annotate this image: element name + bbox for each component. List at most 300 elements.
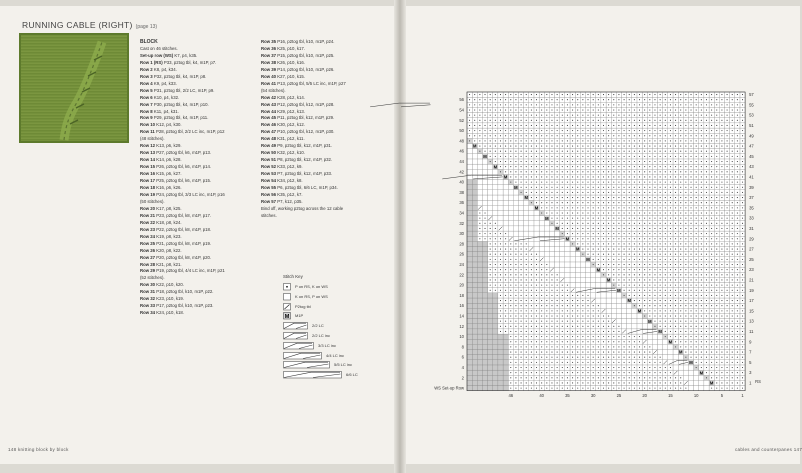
chart-purl-dot — [593, 305, 594, 306]
chart-purl-dot — [557, 223, 558, 224]
chart-purl-dot — [582, 243, 583, 244]
chart-purl-dot — [629, 372, 630, 373]
chart-purl-dot — [608, 212, 609, 213]
chart-cell — [503, 200, 508, 205]
chart-cell — [513, 210, 518, 215]
chart-cell — [549, 241, 554, 246]
chart-purl-dot — [572, 218, 573, 219]
chart-purl-dot — [624, 357, 625, 358]
chart-purl-dot — [624, 377, 625, 378]
chart-purl-dot — [644, 352, 645, 353]
stitch-key-item — [283, 352, 383, 362]
chart-purl-dot — [711, 187, 712, 188]
chart-m1p-mark: M — [514, 184, 518, 190]
chart-purl-dot — [536, 187, 537, 188]
chart-purl-dot — [546, 166, 547, 167]
chart-purl-dot — [582, 197, 583, 198]
chart-purl-dot — [587, 326, 588, 327]
chart-m1p-mark: M — [524, 195, 528, 201]
chart-purl-dot — [613, 182, 614, 183]
row-label: Row 37 — [261, 52, 277, 58]
chart-purl-dot — [634, 290, 635, 291]
chart-purl-dot — [500, 305, 501, 306]
chart-purl-dot — [618, 182, 619, 183]
chart-cell — [493, 169, 498, 174]
chart-cell — [482, 247, 487, 252]
chart-purl-dot — [706, 336, 707, 337]
chart-cell — [467, 329, 472, 334]
chart-purl-dot — [618, 223, 619, 224]
chart-purl-dot — [603, 331, 604, 332]
chart-purl-dot — [665, 233, 666, 234]
chart-cell — [652, 334, 657, 339]
row-instruction: K32, p12, k10. — [276, 150, 305, 156]
chart-purl-dot — [577, 187, 578, 188]
pattern-line — [261, 143, 389, 150]
chart-purl-dot — [660, 218, 661, 219]
chart-purl-dot — [603, 269, 604, 270]
pattern-line — [261, 136, 389, 143]
chart-cell — [699, 386, 704, 391]
chart-purl-dot — [680, 346, 681, 347]
chart-cell — [498, 355, 503, 360]
chart-cell — [467, 252, 472, 257]
chart-purl-dot — [654, 259, 655, 260]
chart-purl-dot — [680, 151, 681, 152]
chart-cell — [503, 380, 508, 385]
chart-purl-dot — [618, 346, 619, 347]
chart-purl-dot — [680, 279, 681, 280]
chart-purl-dot — [675, 305, 676, 306]
chart-purl-dot — [696, 176, 697, 177]
row-label: Row 23 — [140, 226, 156, 232]
chart-purl-dot — [608, 321, 609, 322]
chart-purl-dot — [613, 140, 614, 141]
chart-purl-dot — [624, 341, 625, 342]
chart-purl-dot — [572, 187, 573, 188]
chart-cell — [508, 221, 513, 226]
chart-purl-dot — [531, 182, 532, 183]
chart-cell — [632, 313, 637, 318]
chart-purl-dot — [500, 243, 501, 244]
chart-purl-dot — [551, 197, 552, 198]
chart-cell — [503, 355, 508, 360]
chart-purl-dot — [562, 140, 563, 141]
chart-purl-dot — [577, 140, 578, 141]
chart-purl-dot — [701, 223, 702, 224]
row-instruction: P25, p2tog tbl, k6, m1P, p15. — [155, 178, 212, 184]
chart-purl-dot — [721, 295, 722, 296]
chart-purl-dot — [624, 279, 625, 280]
chart-purl-dot — [510, 254, 511, 255]
chart-purl-dot — [613, 341, 614, 342]
chart-purl-dot — [670, 243, 671, 244]
pattern-line — [261, 102, 389, 109]
chart-purl-dot — [521, 341, 522, 342]
chart-purl-dot — [665, 310, 666, 311]
chart-purl-dot — [742, 197, 743, 198]
chart-purl-dot — [680, 243, 681, 244]
chart-purl-dot — [521, 151, 522, 152]
chart-purl-dot — [670, 377, 671, 378]
chart-purl-dot — [567, 146, 568, 147]
chart-purl-dot — [593, 346, 594, 347]
row-label: Row 56 — [261, 191, 277, 197]
chart-purl-dot — [613, 357, 614, 358]
chart-cell — [503, 195, 508, 200]
chart-purl-dot — [551, 388, 552, 389]
row-instruction: P26, p2tog tbl, k6, m1P, p14. — [155, 164, 212, 170]
chart-purl-dot — [546, 377, 547, 378]
chart-purl-dot — [696, 295, 697, 296]
chart-cell — [477, 283, 482, 288]
chart-purl-dot — [721, 176, 722, 177]
chart-purl-dot — [526, 341, 527, 342]
chart-purl-dot — [685, 249, 686, 250]
row-instruction: K22, p10, k20. — [155, 282, 184, 288]
chart-purl-dot — [696, 187, 697, 188]
chart-cell — [570, 283, 575, 288]
chart-purl-dot — [721, 346, 722, 347]
chart-purl-dot — [711, 300, 712, 301]
chart-purl-dot — [721, 140, 722, 141]
chart-purl-dot — [557, 377, 558, 378]
chart-purl-dot — [618, 156, 619, 157]
chart-cell — [488, 380, 493, 385]
chart-purl-dot — [536, 326, 537, 327]
chart-cell — [482, 386, 487, 391]
chart-purl-dot — [624, 367, 625, 368]
chart-purl-dot — [598, 331, 599, 332]
chart-purl-dot — [665, 146, 666, 147]
chart-purl-dot — [634, 182, 635, 183]
chart-cell — [472, 375, 477, 380]
chart-purl-dot — [505, 243, 506, 244]
chart-purl-dot — [551, 156, 552, 157]
chart-purl-dot — [593, 367, 594, 368]
chart-purl-dot — [660, 377, 661, 378]
chart-purl-dot — [675, 212, 676, 213]
chart-purl-dot — [536, 331, 537, 332]
chart-cell — [694, 380, 699, 385]
chart-purl-dot — [587, 321, 588, 322]
chart-cell — [493, 375, 498, 380]
chart-purl-dot — [479, 238, 480, 239]
chart-cell — [503, 210, 508, 215]
chart-purl-dot — [608, 151, 609, 152]
chart-purl-dot — [551, 279, 552, 280]
chart-purl-dot — [593, 362, 594, 363]
chart-purl-dot — [706, 259, 707, 260]
chart-cell — [503, 216, 508, 221]
chart-purl-dot — [634, 166, 635, 167]
chart-cell — [560, 272, 565, 277]
chart-cell — [627, 308, 632, 313]
chart-purl-dot — [582, 176, 583, 177]
chart-purl-dot — [598, 326, 599, 327]
chart-purl-dot — [629, 161, 630, 162]
chart-cell — [688, 370, 693, 375]
chart-purl-dot — [618, 249, 619, 250]
chart-purl-dot — [737, 207, 738, 208]
pattern-line — [140, 171, 260, 178]
chart-purl-dot — [701, 269, 702, 270]
row-instruction: P6, p2tog tbl, 6/6 LC, m1P, p34. — [276, 185, 338, 191]
chart-cell — [467, 180, 472, 185]
chart-purl-dot — [593, 341, 594, 342]
chart-purl-dot — [670, 382, 671, 383]
chart-cell — [493, 334, 498, 339]
chart-purl-dot — [685, 187, 686, 188]
chart-purl-dot — [613, 377, 614, 378]
chart-purl-dot — [624, 146, 625, 147]
chart-m1p-mark: M — [493, 164, 498, 170]
chart-cell — [658, 350, 663, 355]
pattern-line — [140, 227, 260, 234]
chart-purl-dot — [742, 171, 743, 172]
chart-cell — [472, 190, 477, 195]
chart-purl-dot — [587, 223, 588, 224]
chart-purl-dot — [521, 357, 522, 358]
chart-purl-dot — [639, 197, 640, 198]
chart-purl-dot — [598, 171, 599, 172]
chart-purl-dot — [716, 243, 717, 244]
chart-cell — [498, 190, 503, 195]
chart-purl-dot — [531, 192, 532, 193]
chart-purl-dot — [526, 300, 527, 301]
chart-purl-dot — [685, 140, 686, 141]
chart-purl-dot — [654, 146, 655, 147]
chart-purl-dot — [680, 285, 681, 286]
chart-cell — [622, 298, 627, 303]
chart-purl-dot — [727, 223, 728, 224]
row-label: Row 25 — [140, 240, 156, 246]
chart-purl-dot — [690, 352, 691, 353]
chart-purl-dot — [624, 156, 625, 157]
row-label: Row 5 — [140, 87, 153, 93]
chart-purl-dot — [536, 176, 537, 177]
chart-purl-dot — [634, 279, 635, 280]
chart-purl-dot — [577, 182, 578, 183]
row-label: Row 39 — [261, 66, 277, 72]
chart-purl-dot — [587, 367, 588, 368]
chart-purl-dot — [593, 372, 594, 373]
chart-purl-dot — [608, 372, 609, 373]
chart-purl-dot — [577, 192, 578, 193]
chart-cell — [477, 313, 482, 318]
chart-purl-dot — [526, 372, 527, 373]
chart-cell — [488, 200, 493, 205]
chart-purl-dot — [557, 161, 558, 162]
chart-purl-dot — [716, 357, 717, 358]
chart-purl-dot — [521, 295, 522, 296]
chart-purl-dot — [557, 218, 558, 219]
chart-purl-dot — [557, 388, 558, 389]
chart-purl-dot — [737, 218, 738, 219]
chart-purl-dot — [716, 362, 717, 363]
chart-purl-dot — [680, 274, 681, 275]
chart-purl-dot — [531, 326, 532, 327]
chart-purl-dot — [690, 218, 691, 219]
chart-cell — [493, 205, 498, 210]
chart-cell — [477, 288, 482, 293]
stitch-key-label: 5/5 LC inc — [334, 362, 353, 368]
chart-cell — [482, 375, 487, 380]
chart-purl-dot — [582, 238, 583, 239]
chart-purl-dot — [644, 305, 645, 306]
chart-purl-dot — [572, 182, 573, 183]
chart-purl-dot — [536, 197, 537, 198]
chart-purl-dot — [665, 243, 666, 244]
chart-purl-dot — [665, 279, 666, 280]
chart-purl-dot — [587, 166, 588, 167]
chart-purl-dot — [562, 346, 563, 347]
chart-purl-dot — [526, 357, 527, 358]
chart-purl-dot — [716, 264, 717, 265]
pattern-line — [261, 171, 389, 178]
chart-purl-dot — [737, 274, 738, 275]
chart-purl-dot — [495, 259, 496, 260]
chart-purl-dot — [629, 212, 630, 213]
chart-purl-dot — [670, 202, 671, 203]
chart-cell — [534, 226, 539, 231]
chart-purl-dot — [551, 346, 552, 347]
chart-purl-dot — [479, 146, 480, 147]
chart-purl-dot — [551, 218, 552, 219]
chart-cell — [668, 344, 673, 349]
chart-m1p-mark: M — [648, 318, 652, 324]
chart-purl-dot — [608, 238, 609, 239]
chart-purl-dot — [500, 161, 501, 162]
chart-purl-dot — [727, 279, 728, 280]
chart-purl-dot — [670, 321, 671, 322]
chart-purl-dot — [515, 310, 516, 311]
chart-purl-dot — [557, 331, 558, 332]
chart-purl-dot — [608, 176, 609, 177]
block-heading: BLOCK — [140, 39, 158, 45]
chart-cell — [570, 247, 575, 252]
chart-purl-dot — [654, 223, 655, 224]
chart-cell — [647, 334, 652, 339]
chart-purl-dot — [624, 285, 625, 286]
chart-purl-dot — [598, 151, 599, 152]
chart-purl-dot — [490, 233, 491, 234]
chart-cell — [472, 236, 477, 241]
chart-purl-dot — [624, 336, 625, 337]
chart-purl-dot — [665, 207, 666, 208]
chart-purl-dot — [572, 331, 573, 332]
chart-cell — [591, 293, 596, 298]
chart-purl-dot — [685, 341, 686, 342]
chart-purl-dot — [567, 305, 568, 306]
chart-purl-dot — [587, 254, 588, 255]
chart-cell — [482, 293, 487, 298]
chart-purl-dot — [727, 228, 728, 229]
chart-purl-dot — [706, 357, 707, 358]
chart-cell — [601, 298, 606, 303]
chart-purl-dot — [515, 321, 516, 322]
chart-purl-dot — [582, 362, 583, 363]
chart-purl-dot — [675, 192, 676, 193]
chart-purl-dot — [696, 321, 697, 322]
chart-purl-dot — [587, 233, 588, 234]
chart-purl-dot — [593, 259, 594, 260]
chart-purl-dot — [546, 182, 547, 183]
chart-purl-dot — [685, 295, 686, 296]
chart-purl-dot — [629, 151, 630, 152]
chart-purl-dot — [613, 238, 614, 239]
chart-cell — [596, 272, 601, 277]
chart-purl-dot — [618, 140, 619, 141]
chart-purl-dot — [603, 218, 604, 219]
row-label: Row 26 — [140, 247, 156, 253]
chart-purl-dot — [598, 187, 599, 188]
chart-purl-dot — [541, 285, 542, 286]
chart-purl-dot — [557, 305, 558, 306]
row-instruction: K31, p12, k11. — [276, 136, 305, 142]
chart-purl-dot — [696, 362, 697, 363]
pattern-line — [140, 310, 260, 317]
chart-purl-dot — [624, 161, 625, 162]
chart-purl-dot — [541, 192, 542, 193]
chart-cell — [467, 308, 472, 313]
chart-purl-dot — [696, 192, 697, 193]
chart-cell — [570, 252, 575, 257]
chart-purl-dot — [696, 238, 697, 239]
chart-cell — [477, 293, 482, 298]
chart-purl-dot — [732, 176, 733, 177]
chart-purl-dot — [721, 279, 722, 280]
chart-purl-dot — [515, 315, 516, 316]
chart-purl-dot — [562, 372, 563, 373]
chart-purl-dot — [711, 357, 712, 358]
chart-m1p-mark: M — [575, 246, 580, 252]
chart-purl-dot — [660, 274, 661, 275]
chart-purl-dot — [598, 202, 599, 203]
chart-purl-dot — [541, 305, 542, 306]
chart-purl-dot — [551, 176, 552, 177]
chart-purl-dot — [654, 166, 655, 167]
chart-purl-dot — [634, 187, 635, 188]
chart-cell — [467, 210, 472, 215]
chart-purl-dot — [572, 140, 573, 141]
chart-cell — [498, 200, 503, 205]
chart-purl-dot — [737, 310, 738, 311]
chart-purl-dot — [505, 249, 506, 250]
chart-purl-dot — [716, 315, 717, 316]
chart-purl-dot — [701, 259, 702, 260]
chart-purl-dot — [716, 161, 717, 162]
pattern-line — [140, 115, 260, 122]
chart-purl-dot — [526, 156, 527, 157]
chart-cell — [493, 308, 498, 313]
chart-purl-dot — [613, 161, 614, 162]
chart-purl-dot — [613, 176, 614, 177]
chart-cell — [544, 226, 549, 231]
chart-purl-dot — [665, 202, 666, 203]
chart-purl-dot — [680, 310, 681, 311]
chart-purl-dot — [582, 254, 583, 255]
chart-purl-dot — [515, 377, 516, 378]
chart-purl-dot — [629, 290, 630, 291]
chart-cell — [596, 283, 601, 288]
chart-purl-dot — [665, 197, 666, 198]
chart-purl-dot — [541, 207, 542, 208]
chart-purl-dot — [541, 197, 542, 198]
chart-cell — [472, 288, 477, 293]
row-label: Row 48 — [261, 136, 277, 142]
chart-purl-dot — [654, 357, 655, 358]
